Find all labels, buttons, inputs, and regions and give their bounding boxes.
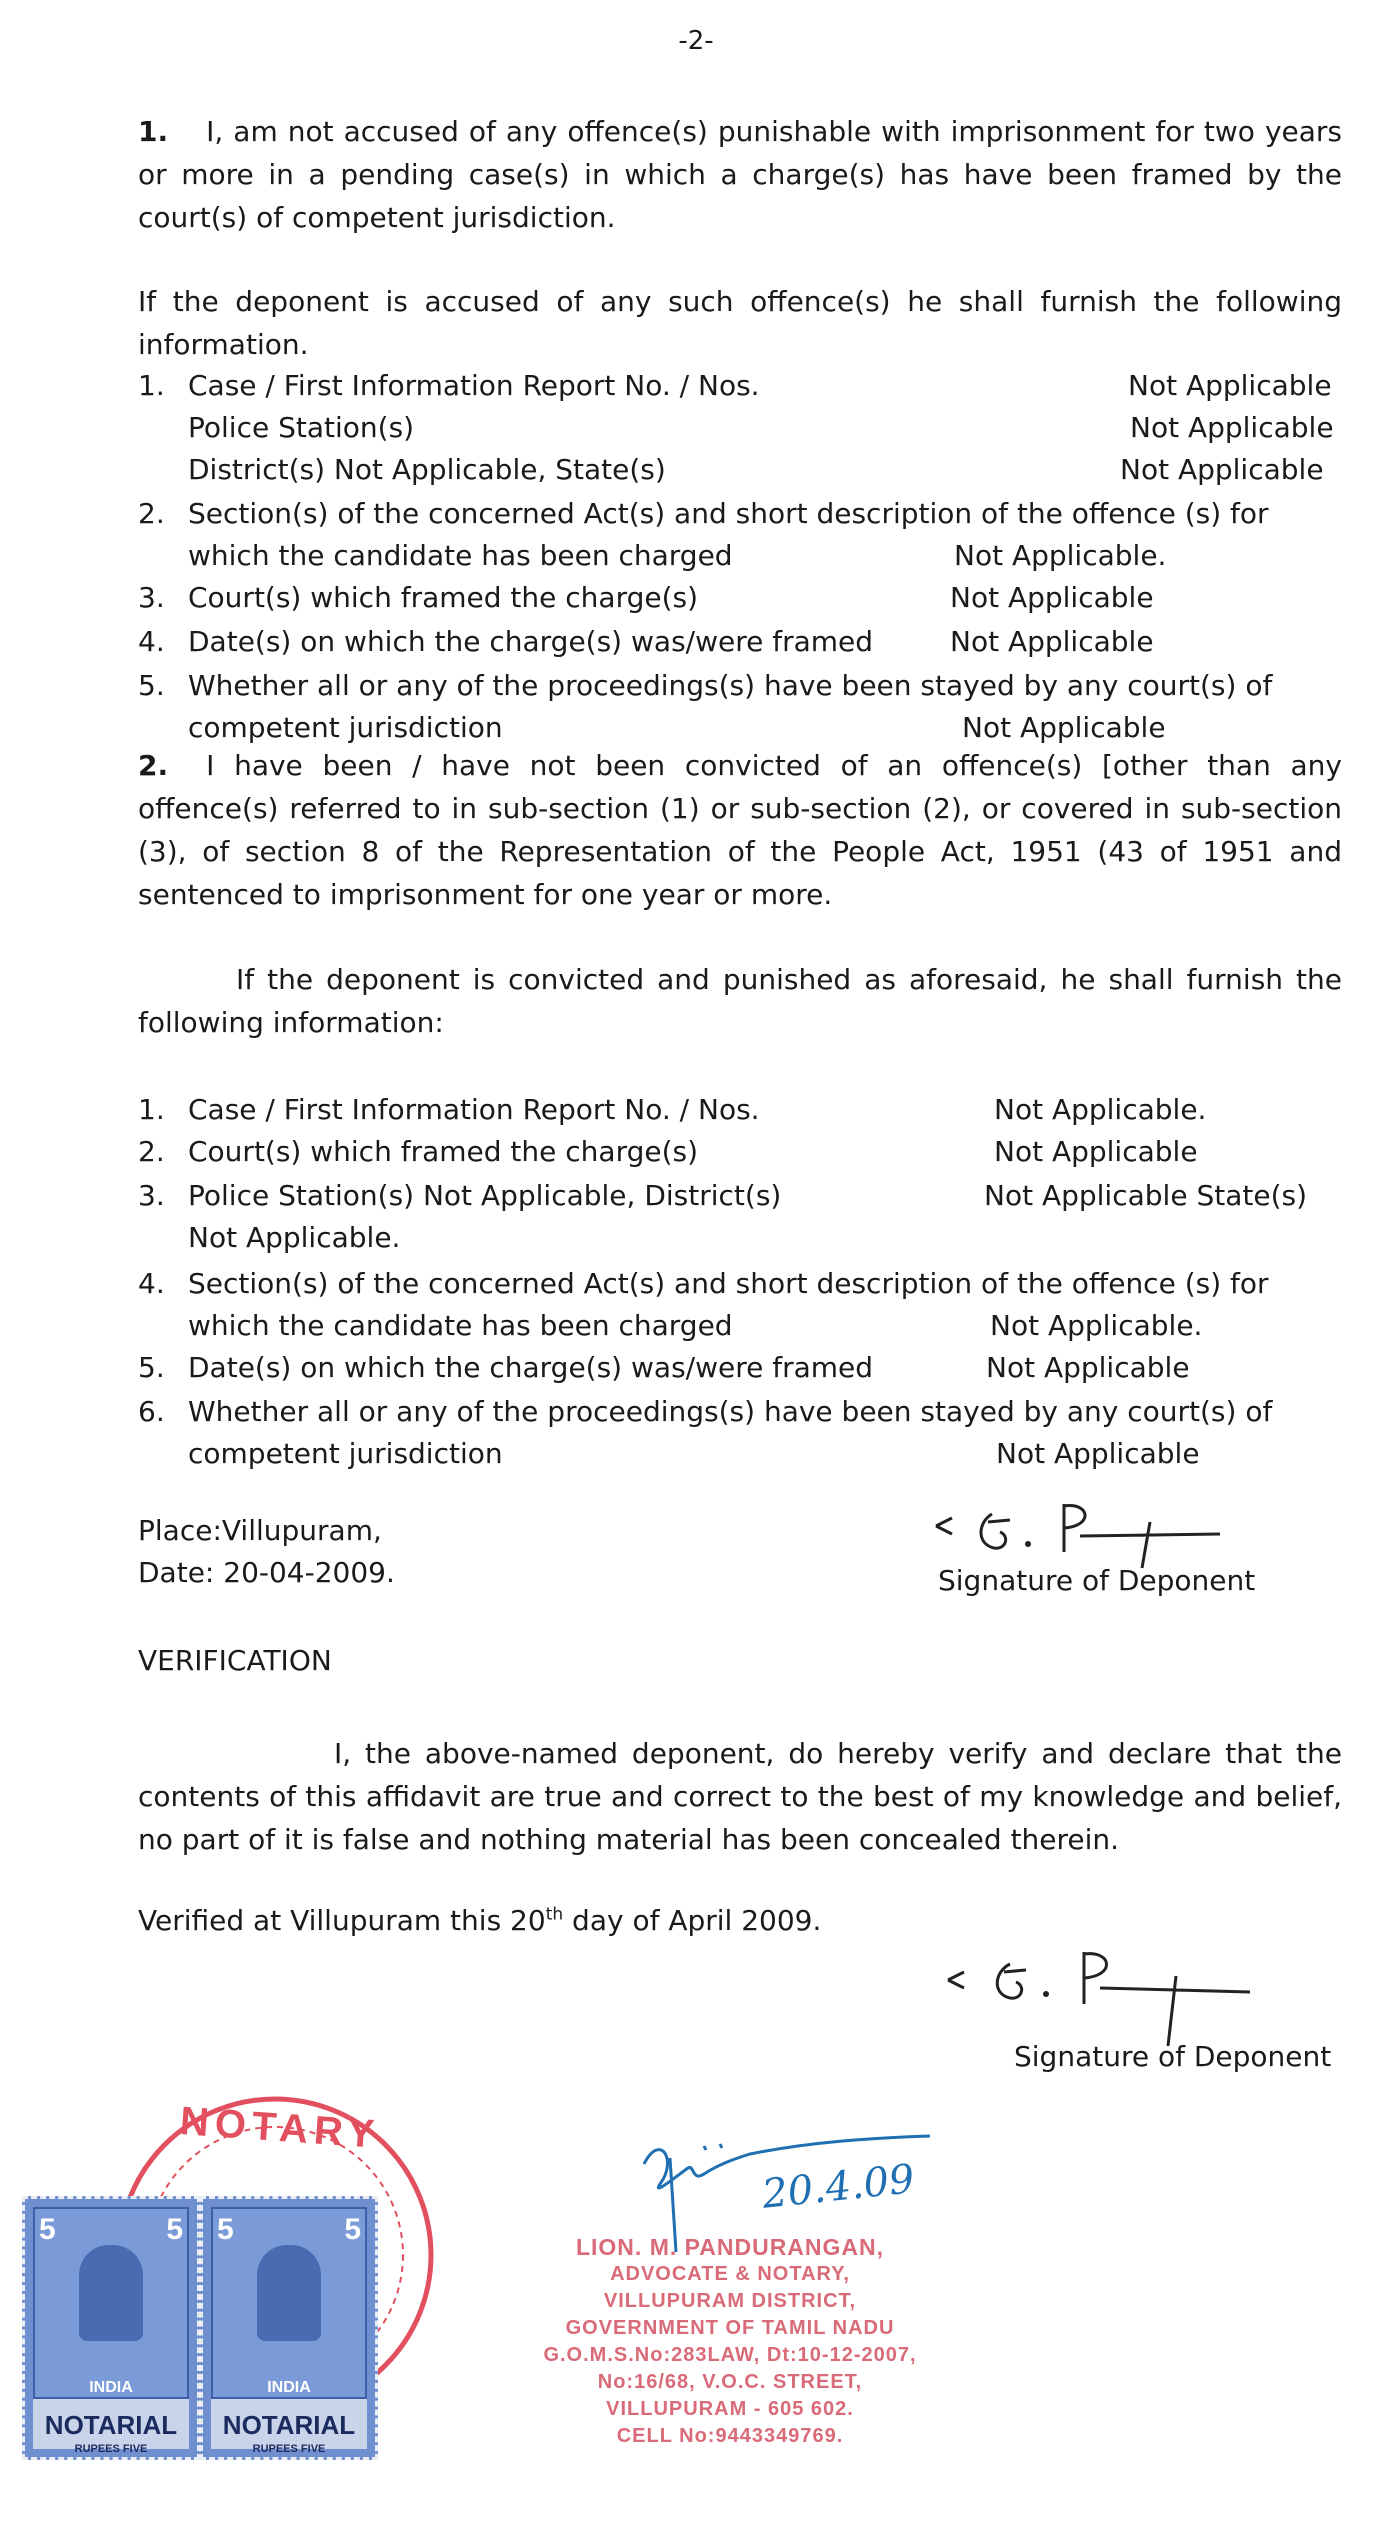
signature-label-1: Signature of Deponent (938, 1564, 1256, 1597)
revenue-stamp: 5 5 INDIA NOTARIAL RUPEES FIVE (22, 2196, 200, 2460)
handwritten-date: 20.4.09 (760, 2156, 917, 2218)
declaration-paragraph-1 (138, 110, 1342, 239)
notary-address-stamp: LION. M. PANDURANGAN, ADVOCATE & NOTARY, VILLUPURAM DISTRICT, GOVERNMENT OF TAMIL NADU G.O.M.S.No:283LAW, Dt:10-12-2007, No:16/68, V.O.C. STREET, VILLUPURAM - 605 602. CELL No:9443349769. (543, 2234, 917, 2447)
paragraph-text: I, am not accused of any offence(s) punishable with imprisonment for two years or more in a pending case(s) in which a charge(s) has have been framed by the court(s) of competent jurisdiction. (138, 115, 1342, 234)
notary-seal-label: NOTARY (178, 2099, 382, 2157)
instruction-paragraph-1: If the deponent is accused of any such offence(s) he shall furnish the following information. (138, 285, 1342, 361)
verification-heading: VERIFICATION (138, 1644, 332, 1677)
instruction-paragraph-2: If the deponent is convicted and punished as aforesaid, he shall furnish the following information: (138, 963, 1342, 1039)
deponent-signature-2 (940, 1936, 1260, 2056)
signature-label-2: Signature of Deponent (1014, 2040, 1332, 2073)
paragraph-number: 1. (138, 115, 169, 148)
verified-at: Verified at Villupuram this 20th day of April 2009. (138, 1904, 822, 1937)
paragraph-text: I have been / have not been convicted of an offence(s) [other than any offence(s) referred to in sub-section (1) or sub-section (2), or covered in sub-section (3), of section 8 of the Representation of the People Act, 1951 (43 of 1951 and sentenced to imprisonment for one year or more. (138, 749, 1342, 911)
value-not-applicable: Not Applicable (1128, 369, 1332, 402)
ashoka-emblem-icon (257, 2245, 321, 2341)
place: Place:Villupuram, (138, 1514, 382, 1547)
page-number: -2- (678, 26, 714, 56)
paragraph-number: 2. (138, 749, 169, 782)
affidavit-page: -2- 1. I, am not accused of any offence(s) punishable with imprisonment for two years or more in a pending case(s) in which a charge(s) has have been framed by the court(s) of competent jurisdiction. If the deponent is accused of any such offence(s) he shall furnish the following information. 1. Case / First Information Report No. / Nos. Not Applicable Police Station(s) Not Applicable District(s) Not Applicable, State(s) Not Applicable 2. Section(s) of the concerned Act(s) and short description of the offence (s) for which the candidate has been charged Not Applicable. 3. Court(s) which framed the charge(s) Not Applicable 4. Date(s) on which the charge(s) was/were framed Not Applicable 5. Whether all or any of the proceedings(s) have been stayed by any court(s) of competent jurisdiction Not Applicable 2. I have been / have not been convicted of an offence(s) [other than any offence(s) referred to in sub-section (1) or sub-section (2), or covered in sub-section (3), of section 8 of the Representation of the People Act, 1951 (43 of 1951 and sentenced to imprisonment for one year or more. If the deponent is convicted and punished as aforesaid, he shall furnish the following information: 1. Case / First Information Report No. / Nos. Not Applicable. 2. Court(s) which framed the charge(s) Not Applicable 3. Police Station(s) Not Applicable, District(s) Not Applicable State(s) Not Applicable. 4. Section(s) of the concerned Act(s) and short description of the offence (s) for which the candidate has been charged Not Applicable. 5. Date(s) on which the charge(s) was/were framed Not Applicable 6. Whether all or any of the proceedings(s) have been stayed by any court(s) of competent jurisdiction Not Applicable Place:Villupuram, Date: 20-04-2009. Signature of Deponent VERIFICATION I, the above-named deponent, do hereby verify and declare that the contents of this affidavit are true and correct to the best of my knowledge and belief, no part of it is false and nothing material has been concealed therein. Verified at Villupuram this 20th day of April 2009. Signature of Deponent NOTARY 5 5 INDIA NOTARIAL RUPEES FIVE 5 5 INDIA NOTARIAL RUPEES FIVE 20.4.09 LION. M. PANDURANGAN, ADVOCATE & NOTARY, VILLUPURAM DISTRICT, GOVERNMENT OF TAMIL NADU G.O.M.S.No:283LAW, Dt:10-12-2007, No:16/68, V.O.C. STREET, VILLUPURAM - 605 602. CELL No:9443349769. (0, 0, 1392, 2532)
deponent-signature-1 (930, 1492, 1230, 1572)
declaration-paragraph-2 (138, 744, 1342, 916)
date: Date: 20-04-2009. (138, 1556, 395, 1589)
revenue-stamp: 5 5 INDIA NOTARIAL RUPEES FIVE (200, 2196, 378, 2460)
ashoka-emblem-icon (79, 2245, 143, 2341)
verification-paragraph: I, the above-named deponent, do hereby verify and declare that the contents of this affidavit are true and correct to the best of my knowledge and belief, no part of it is false and nothing material has been concealed therein. (138, 1737, 1342, 1856)
